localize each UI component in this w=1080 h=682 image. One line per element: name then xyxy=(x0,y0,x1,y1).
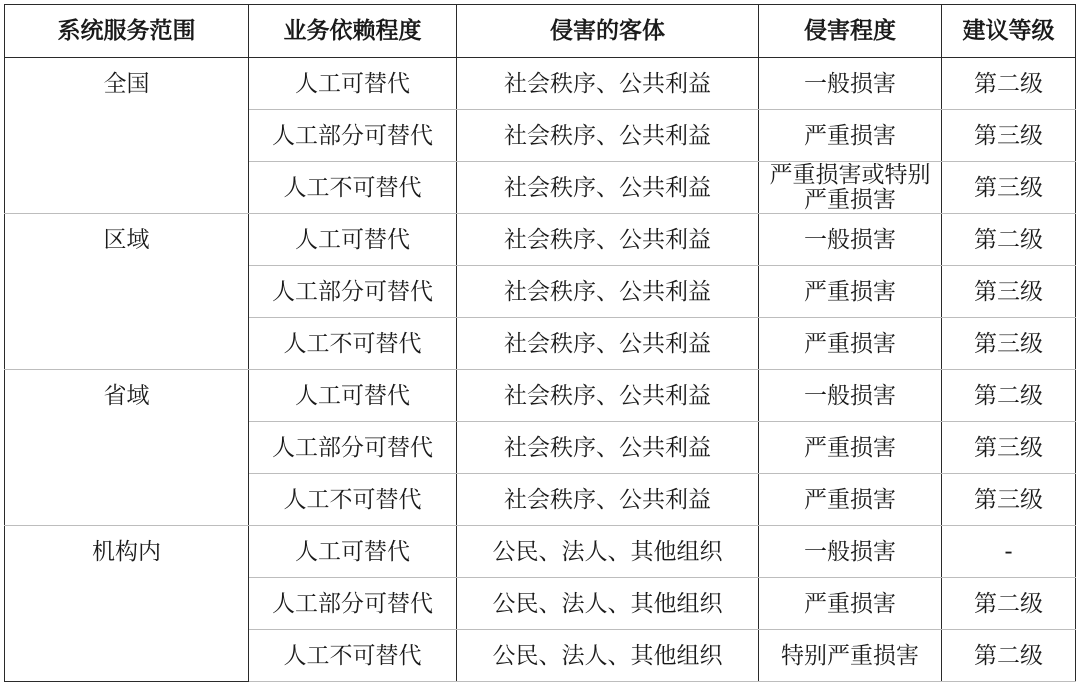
cell-dependency: 人工不可替代 xyxy=(249,318,457,370)
cell-object: 社会秩序、公共利益 xyxy=(457,58,759,110)
cell-object: 公民、法人、其他组织 xyxy=(457,578,759,630)
security-level-grading-table xyxy=(4,4,1076,682)
cell-scope: 区域 xyxy=(5,214,249,266)
cell-degree: 一般损害 xyxy=(759,58,942,110)
cell-degree: 严重损害 xyxy=(759,578,942,630)
cell-scope xyxy=(5,162,249,214)
cell-level: 第三级 xyxy=(942,318,1076,370)
cell-object: 公民、法人、其他组织 xyxy=(457,526,759,578)
cell-dependency: 人工部分可替代 xyxy=(249,578,457,630)
cell-object: 社会秩序、公共利益 xyxy=(457,422,759,474)
header-suggested-level: 建议等级 xyxy=(942,5,1076,58)
cell-dependency: 人工不可替代 xyxy=(249,474,457,526)
table-row xyxy=(5,162,1076,214)
table-row xyxy=(5,578,1076,630)
cell-scope xyxy=(5,630,249,682)
table-row xyxy=(5,474,1076,526)
cell-level: 第二级 xyxy=(942,630,1076,682)
cell-dependency: 人工部分可替代 xyxy=(249,110,457,162)
cell-dependency: 人工可替代 xyxy=(249,214,457,266)
cell-dependency: 人工部分可替代 xyxy=(249,266,457,318)
cell-dependency: 人工可替代 xyxy=(249,370,457,422)
cell-degree: 特别严重损害 xyxy=(759,630,942,682)
cell-dependency: 人工不可替代 xyxy=(249,630,457,682)
cell-dependency: 人工不可替代 xyxy=(249,162,457,214)
cell-scope xyxy=(5,578,249,630)
cell-degree: 一般损害 xyxy=(759,214,942,266)
cell-object: 社会秩序、公共利益 xyxy=(457,474,759,526)
cell-degree: 严重损害 xyxy=(759,474,942,526)
table-row xyxy=(5,370,1076,422)
table-row xyxy=(5,110,1076,162)
cell-degree: 严重损害 xyxy=(759,110,942,162)
cell-degree: 一般损害 xyxy=(759,370,942,422)
table-row xyxy=(5,526,1076,578)
table-row xyxy=(5,214,1076,266)
cell-level: 第三级 xyxy=(942,162,1076,214)
header-business-dependency: 业务依赖程度 xyxy=(249,5,457,58)
cell-object: 社会秩序、公共利益 xyxy=(457,318,759,370)
cell-level: 第三级 xyxy=(942,422,1076,474)
cell-level: 第二级 xyxy=(942,370,1076,422)
cell-level: 第三级 xyxy=(942,474,1076,526)
cell-degree: 严重损害 xyxy=(759,422,942,474)
cell-degree: 一般损害 xyxy=(759,526,942,578)
cell-object: 公民、法人、其他组织 xyxy=(457,630,759,682)
cell-object: 社会秩序、公共利益 xyxy=(457,266,759,318)
table-row xyxy=(5,422,1076,474)
table-row xyxy=(5,266,1076,318)
cell-degree: 严重损害 xyxy=(759,266,942,318)
header-infringed-object: 侵害的客体 xyxy=(457,5,759,58)
header-damage-degree: 侵害程度 xyxy=(759,5,942,58)
cell-degree xyxy=(759,162,942,214)
cell-object: 社会秩序、公共利益 xyxy=(457,214,759,266)
cell-scope xyxy=(5,422,249,474)
cell-level: 第三级 xyxy=(942,266,1076,318)
cell-level: 第三级 xyxy=(942,110,1076,162)
cell-scope: 省域 xyxy=(5,370,249,422)
cell-level: - xyxy=(942,526,1076,578)
cell-scope xyxy=(5,110,249,162)
cell-degree-text: 严重损害或特别严重损害 xyxy=(769,162,931,213)
cell-dependency: 人工可替代 xyxy=(249,526,457,578)
cell-level: 第二级 xyxy=(942,58,1076,110)
grading-table-container xyxy=(4,4,1075,670)
cell-scope xyxy=(5,474,249,526)
cell-degree: 严重损害 xyxy=(759,318,942,370)
table-row xyxy=(5,318,1076,370)
table-header-row xyxy=(5,5,1076,58)
cell-dependency: 人工可替代 xyxy=(249,58,457,110)
cell-dependency: 人工部分可替代 xyxy=(249,422,457,474)
cell-object: 社会秩序、公共利益 xyxy=(457,110,759,162)
cell-scope: 机构内 xyxy=(5,526,249,578)
cell-level: 第二级 xyxy=(942,214,1076,266)
header-service-scope: 系统服务范围 xyxy=(5,5,249,58)
cell-scope xyxy=(5,266,249,318)
cell-scope: 全国 xyxy=(5,58,249,110)
cell-level: 第二级 xyxy=(942,578,1076,630)
cell-object: 社会秩序、公共利益 xyxy=(457,162,759,214)
table-row xyxy=(5,58,1076,110)
cell-object: 社会秩序、公共利益 xyxy=(457,370,759,422)
table-row xyxy=(5,630,1076,682)
cell-scope xyxy=(5,318,249,370)
